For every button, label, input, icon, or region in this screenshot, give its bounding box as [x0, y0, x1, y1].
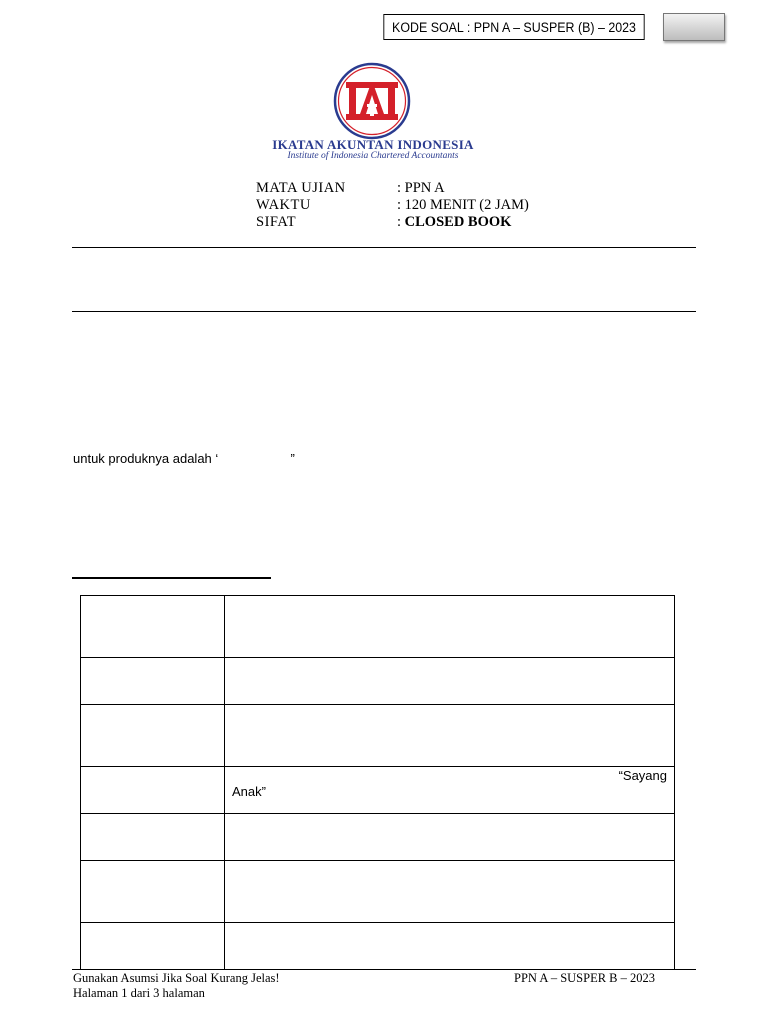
exam-info-type: [256, 214, 576, 231]
info-label: SIFAT: [256, 214, 297, 230]
table-cell: [81, 658, 225, 705]
table-cell: [81, 923, 225, 970]
footer-page-number: Halaman 1 dari 3 halaman: [73, 986, 205, 1000]
table-row: [81, 814, 675, 861]
footer-exam-id: PPN A – SUSPER B – 2023: [514, 971, 656, 985]
org-name: IKATAN AKUNTAN INDONESIA: [272, 137, 474, 152]
table-cell: [225, 814, 675, 861]
exam-info-subject: [256, 180, 576, 197]
table-cell: [81, 705, 225, 767]
table-cell: [225, 658, 675, 705]
exam-code-box: [383, 14, 644, 40]
iai-logo-icon: [333, 62, 411, 140]
cell-quote-right: “Sayang: [618, 768, 667, 783]
table-cell: [225, 705, 675, 767]
cell-quote-left: Anak”: [232, 784, 266, 799]
table-cell: [81, 596, 225, 658]
table-row: [81, 923, 675, 970]
info-value: : PPN A: [397, 180, 445, 196]
divider-second: [72, 311, 696, 312]
footer-divider: [72, 969, 696, 970]
exam-code-text: KODE SOAL : PPN A – SUSPER (B) – 2023: [392, 19, 636, 35]
table-row: [81, 767, 675, 814]
exam-info-time: [256, 197, 576, 214]
table-cell: [225, 596, 675, 658]
table-cell: [81, 861, 225, 923]
header-gray-box: [663, 13, 725, 41]
footer-note: Gunakan Asumsi Jika Soal Kurang Jelas!: [73, 971, 280, 985]
info-label: MATA UJIAN: [256, 180, 346, 196]
table-cell: [225, 861, 675, 923]
question-table: [80, 595, 675, 970]
divider-top: [72, 247, 696, 248]
table-cell: [81, 767, 225, 814]
table-row: [81, 861, 675, 923]
body-text-line: untuk produknya adalah ‘ ”: [73, 451, 295, 466]
section-underline: [72, 577, 271, 579]
table-row: [81, 705, 675, 767]
org-subtitle: Institute of Indonesia Chartered Accountants: [287, 151, 459, 161]
table-cell: [81, 814, 225, 861]
table-cell: [225, 767, 675, 814]
table-row: [81, 596, 675, 658]
info-label: WAKTU: [256, 197, 311, 213]
table-cell: [225, 923, 675, 970]
table-row: [81, 658, 675, 705]
info-value: : 120 MENIT (2 JAM): [397, 197, 529, 213]
info-value: : CLOSED BOOK: [397, 214, 512, 230]
